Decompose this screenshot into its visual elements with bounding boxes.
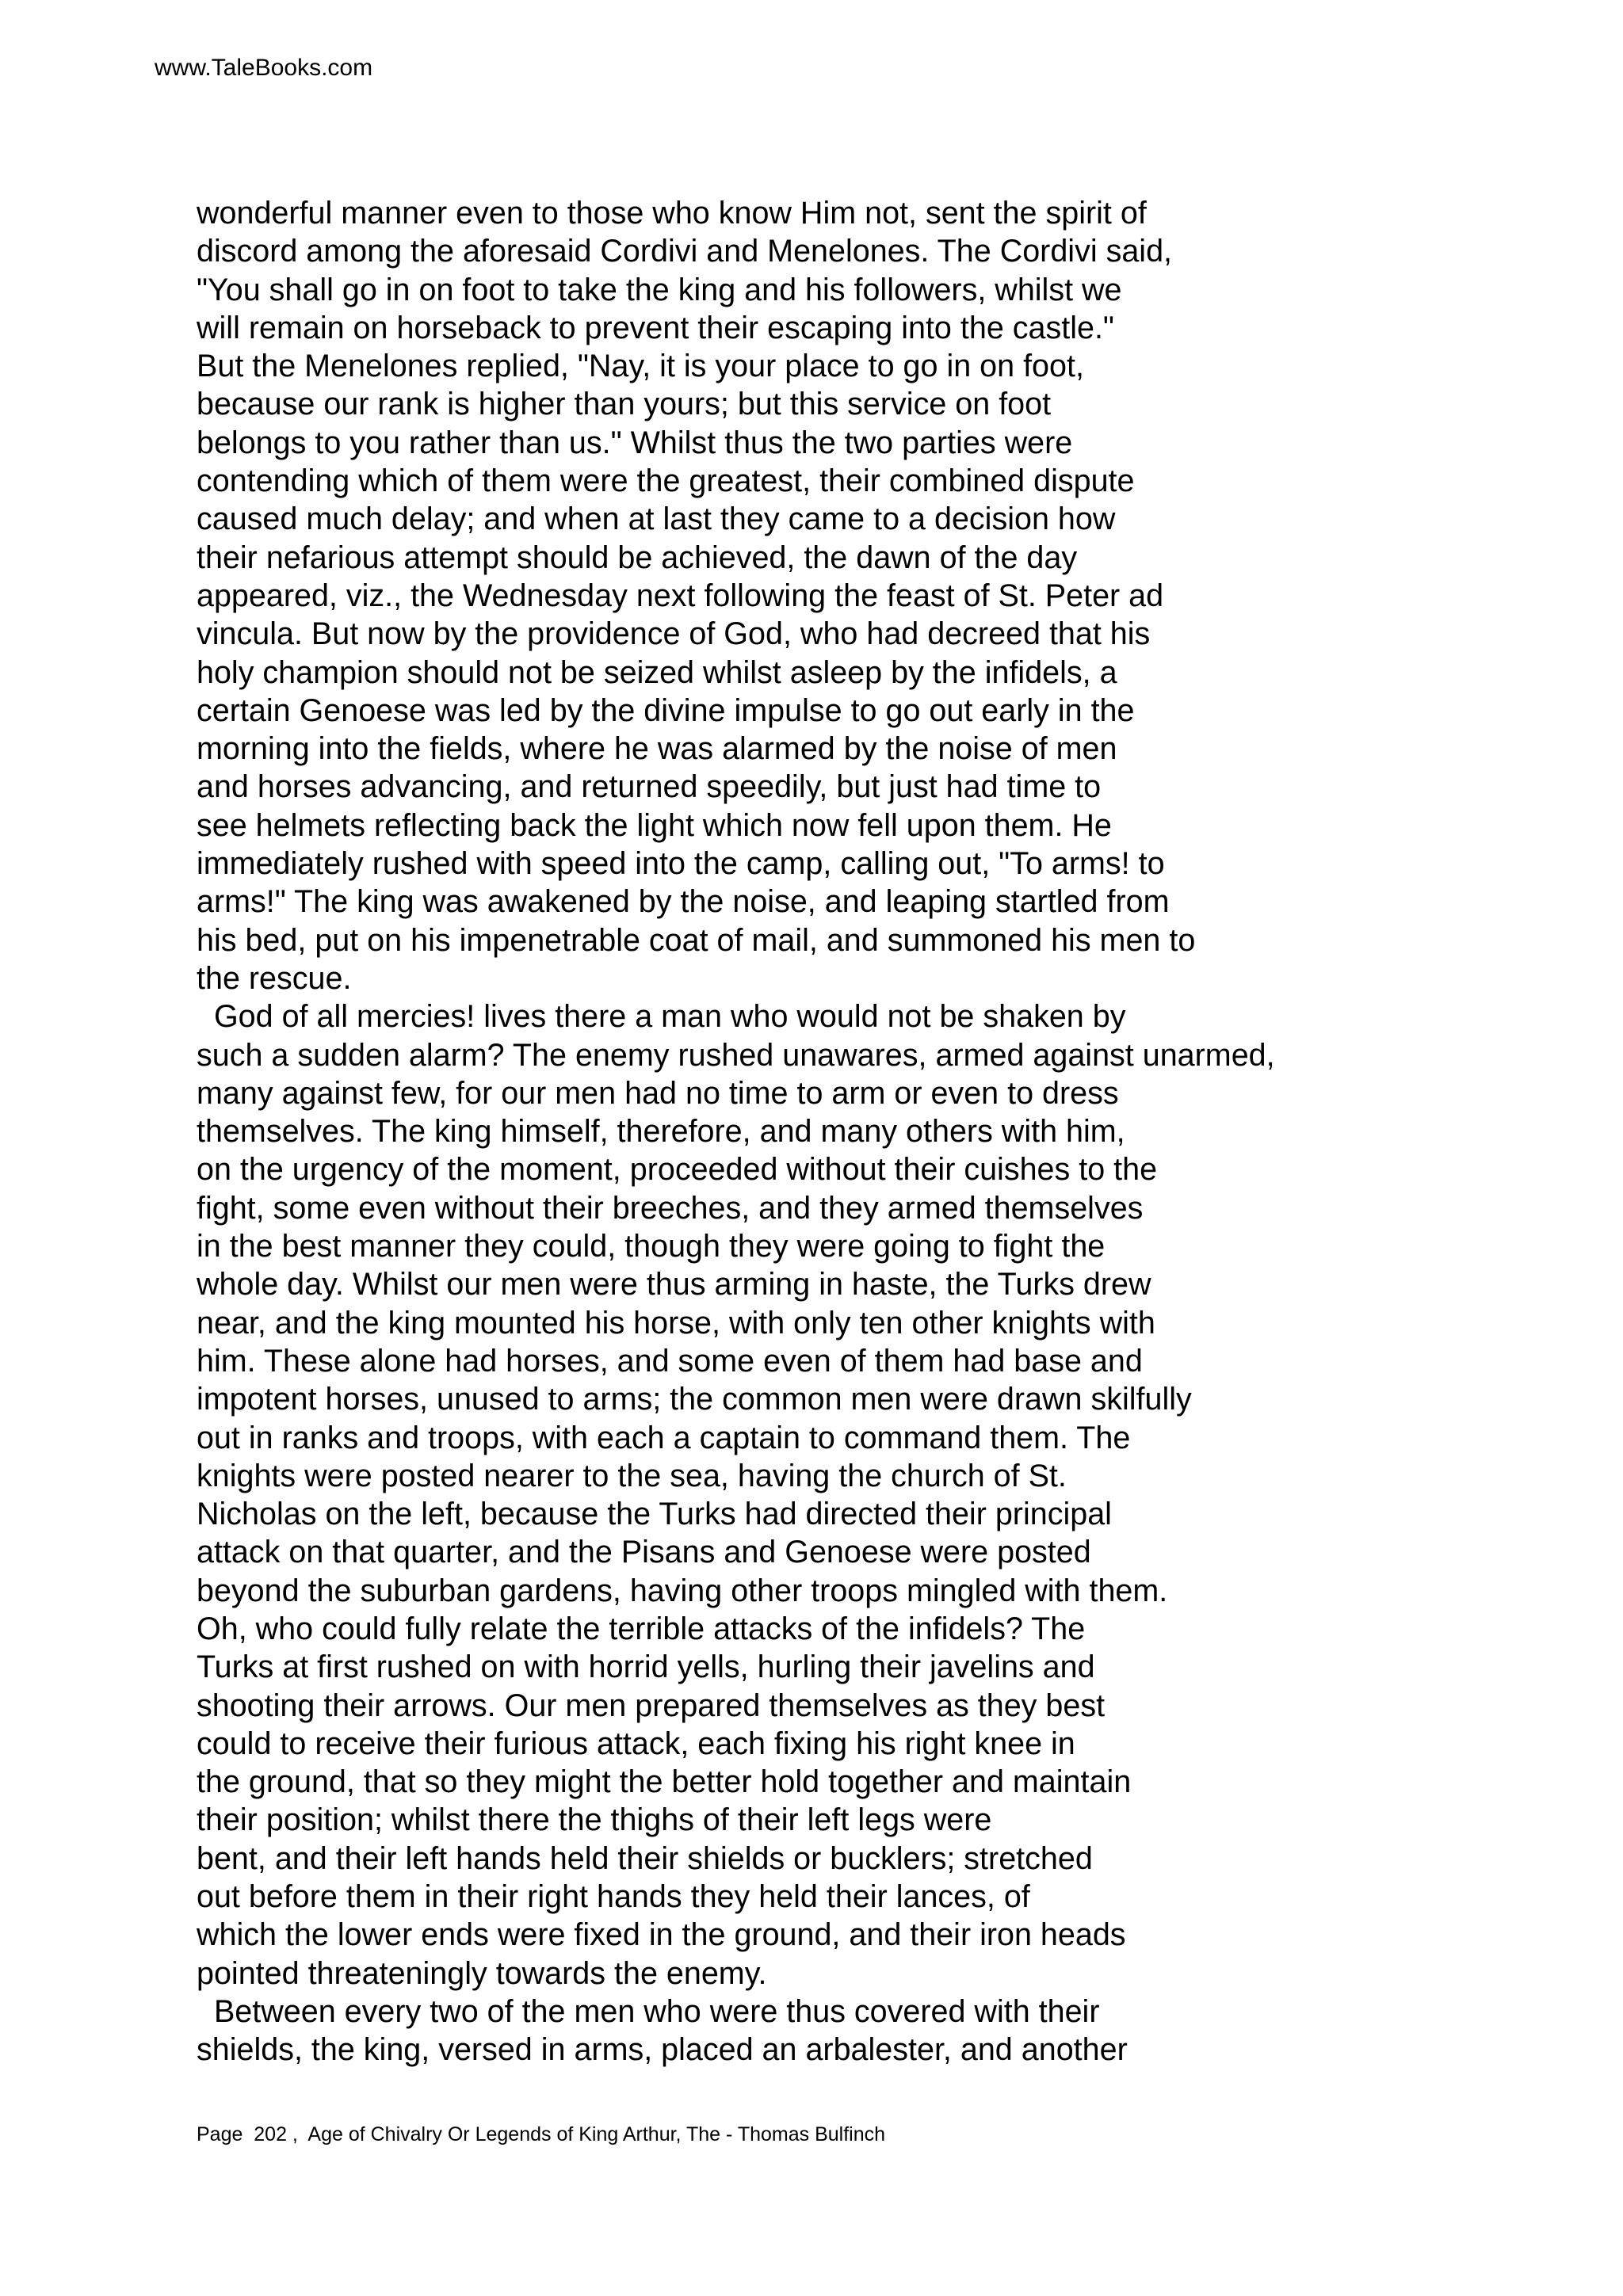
text-line: shooting their arrows. Our men prepared themselves as they best xyxy=(197,1688,1106,1723)
text-line: impotent horses, unused to arms; the common men were drawn skilfully xyxy=(197,1382,1192,1417)
text-line: in the best manner they could, though they were going to fight the xyxy=(197,1229,1106,1264)
text-line: pointed threateningly towards the enemy. xyxy=(197,1955,767,1991)
text-line: Between every two of the men who were thus covered with their xyxy=(197,1993,1100,2029)
text-line: morning into the fields, where he was alarmed by the noise of men xyxy=(197,731,1117,767)
text-line: their position; whilst there the thighs of their left legs were xyxy=(197,1802,992,1838)
text-line: Turks at first rushed on with horrid yells, hurling their javelins and xyxy=(197,1650,1095,1685)
text-line: belongs to you rather than us." Whilst thus the two parties were xyxy=(197,425,1073,460)
text-line: and horses advancing, and returned speedily, but just had time to xyxy=(197,769,1102,805)
text-line: contending which of them were the greatest, their combined dispute xyxy=(197,463,1135,499)
text-line: God of all mercies! lives there a man who would not be shaken by xyxy=(197,999,1126,1035)
text-line: their nefarious attempt should be achieved, the dawn of the day xyxy=(197,540,1078,575)
text-line: him. These alone had horses, and some even of them had base and xyxy=(197,1343,1143,1379)
site-header: www.TaleBooks.com xyxy=(155,55,373,81)
text-line: fight, some even without their breeches, and they armed themselves xyxy=(197,1190,1144,1226)
text-line: "You shall go in on foot to take the king and his followers, whilst we xyxy=(197,272,1122,307)
text-line: themselves. The king himself, therefore, and many others with him, xyxy=(197,1114,1125,1150)
text-line: many against few, for our men had no time to arm or even to dress xyxy=(197,1075,1119,1111)
text-line: Oh, who could fully relate the terrible attacks of the infidels? The xyxy=(197,1611,1086,1646)
text-line: holy champion should not be seized whilst asleep by the infidels, a xyxy=(197,654,1117,690)
text-line: wonderful manner even to those who know Him not, sent the spirit of xyxy=(197,196,1147,231)
text-line: immediately rushed with speed into the camp, calling out, "To arms! to xyxy=(197,846,1165,882)
text-line: bent, and their left hands held their shields or bucklers; stretched xyxy=(197,1840,1093,1876)
text-line: which the lower ends were fixed in the ground, and their iron heads xyxy=(197,1917,1126,1953)
text-line: could to receive their furious attack, each fixing his right knee in xyxy=(197,1726,1075,1761)
text-line: discord among the aforesaid Cordivi and Menelones. The Cordivi said, xyxy=(197,234,1173,269)
text-line: out in ranks and troops, with each a captain to command them. The xyxy=(197,1420,1131,1455)
text-line: shields, the king, versed in arms, placed an arbalester, and another xyxy=(197,2032,1128,2068)
text-line: whole day. Whilst our men were thus arming in haste, the Turks drew xyxy=(197,1267,1151,1302)
text-line: attack on that quarter, and the Pisans and Genoese were posted xyxy=(197,1535,1091,1570)
text-line: But the Menelones replied, "Nay, it is your place to go in on foot, xyxy=(197,349,1084,384)
text-line: vincula. But now by the providence of God, who had decreed that his xyxy=(197,616,1151,652)
text-line: Nicholas on the left, because the Turks had directed their principal xyxy=(197,1497,1112,1532)
page-footer: Page 202 , Age of Chivalry Or Legends of King Arthur, The - Thomas Bulfinch xyxy=(197,2123,886,2145)
text-line: will remain on horseback to prevent their escaping into the castle." xyxy=(197,310,1114,345)
text-line: arms!" The king was awakened by the noise, and leaping startled from xyxy=(197,884,1170,920)
text-line: because our rank is higher than yours; but this service on foot xyxy=(197,387,1052,422)
text-line: near, and the king mounted his horse, with only ten other knights with xyxy=(197,1305,1155,1341)
text-line: such a sudden alarm? The enemy rushed unawares, armed against unarmed, xyxy=(197,1037,1275,1073)
text-line: the ground, that so they might the better hold together and maintain xyxy=(197,1764,1132,1800)
text-line: out before them in their right hands they held their lances, of xyxy=(197,1879,1030,1915)
text-line: his bed, put on his impenetrable coat of mail, and summoned his men to xyxy=(197,922,1196,958)
text-line: on the urgency of the moment, proceeded without their cuishes to the xyxy=(197,1152,1158,1188)
text-line: appeared, viz., the Wednesday next following the feast of St. Peter ad xyxy=(197,578,1164,613)
text-line: knights were posted nearer to the sea, having the church of St. xyxy=(197,1458,1067,1493)
text-line: beyond the suburban gardens, having other troops mingled with them. xyxy=(197,1573,1168,1608)
text-line: see helmets reflecting back the light which now fell upon them. He xyxy=(197,807,1112,843)
page-body-text xyxy=(197,194,1591,2069)
text-line: the rescue. xyxy=(197,960,352,996)
text-line: caused much delay; and when at last they came to a decision how xyxy=(197,502,1116,537)
text-line: certain Genoese was led by the divine impulse to go out early in the xyxy=(197,692,1135,728)
